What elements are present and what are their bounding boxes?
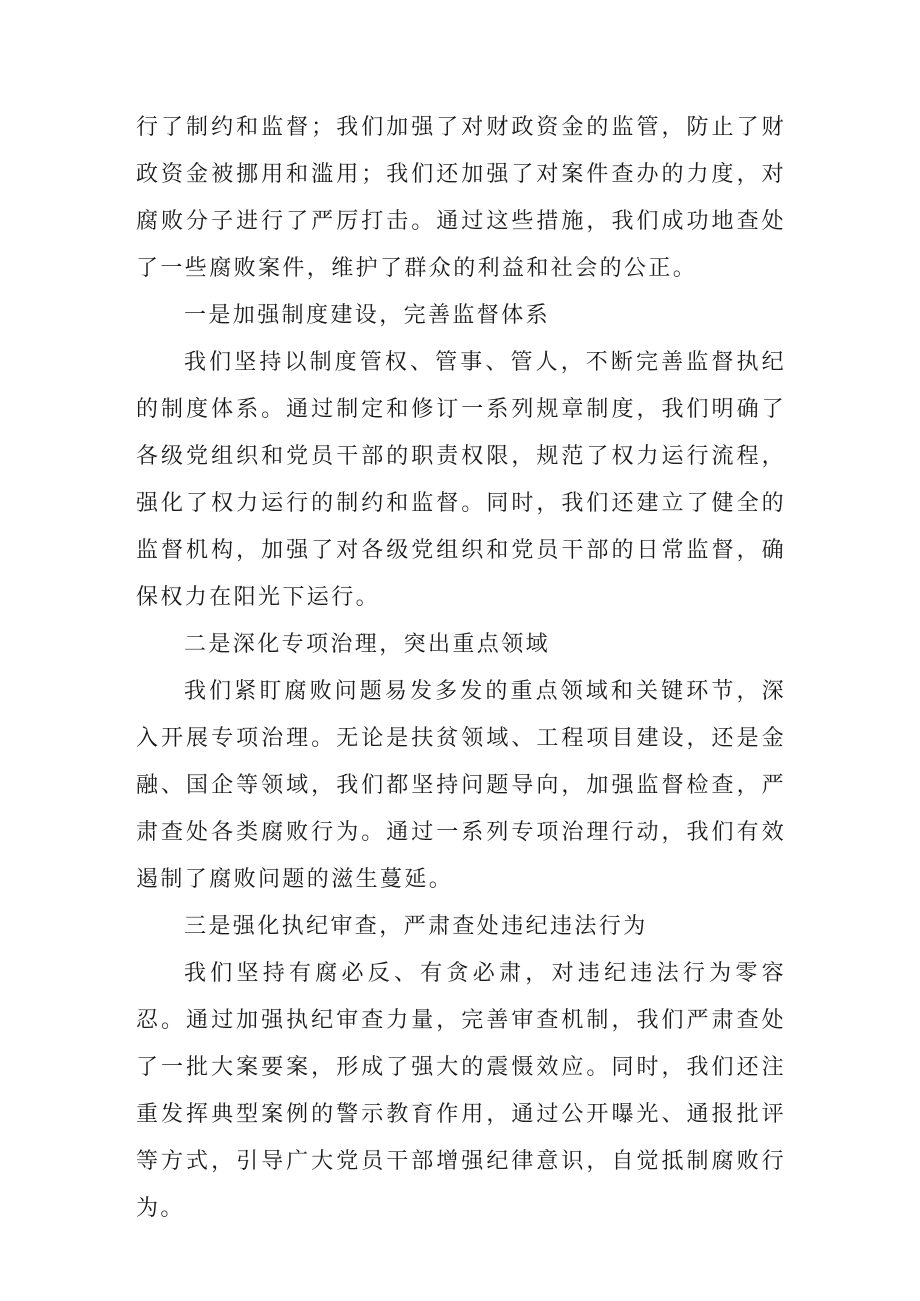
- document-body: [136, 104, 786, 1232]
- section-heading-3: 三是强化执纪审查，严肃查处违纪违法行为: [184, 914, 648, 939]
- section-heading-1: 一是加强制度建设，完善监督体系: [184, 303, 551, 328]
- section-heading-2: 二是深化专项治理，突出重点领域: [184, 632, 551, 657]
- body-paragraph-1: 行了制约和监督；我们加强了对财政资金的监管，防止了财政资金被挪用和滥用；我们还加强了对案件查办的力度，对腐败分子进行了严厉打击。通过这些措施，我们成功地查处了一些腐败案件，维护了群众的利益和社会的公正。: [136, 115, 786, 281]
- body-paragraph-2: 我们坚持以制度管权、管事、管人，不断完善监督执纪的制度体系。通过制定和修订一系列规章制度，我们明确了各级党组织和党员干部的职责权限，规范了权力运行流程，强化了权力运行的制约和监督。同时，我们还建立了健全的监督机构，加强了对各级党组织和党员干部的日常监督，确保权力在阳光下运行。: [136, 350, 786, 610]
- body-paragraph-3: 我们紧盯腐败问题易发多发的重点领域和关键环节，深入开展专项治理。无论是扶贫领域、工程项目建设，还是金融、国企等领域，我们都坚持问题导向，加强监督检查，严肃查处各类腐败行为。通过一系列专项治理行动，我们有效遏制了腐败问题的滋生蔓延。: [136, 679, 786, 892]
- body-paragraph-4: 我们坚持有腐必反、有贪必肃，对违纪违法行为零容忍。通过加强执纪审查力量，完善审查机制，我们严肃查处了一批大案要案，形成了强大的震慑效应。同时，我们还注重发挥典型案例的警示教育作用，通过公开曝光、通报批评等方式，引导广大党员干部增强纪律意识，自觉抵制腐败行为。: [136, 961, 786, 1221]
